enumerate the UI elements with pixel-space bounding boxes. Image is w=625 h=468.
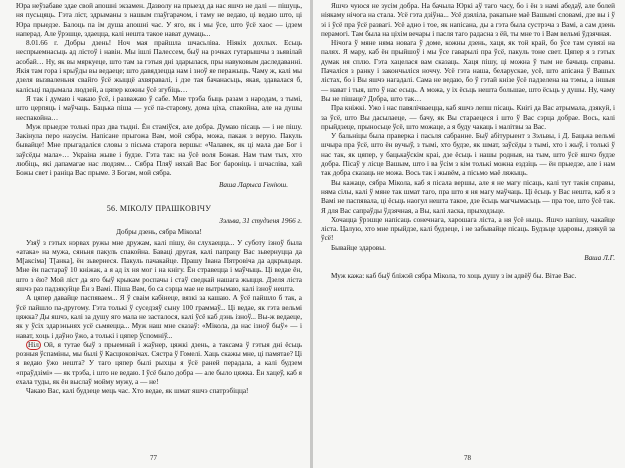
paragraph: У бальніцы была праверка і пасьля сабранне. Быў абітурыент з Зэльвы, і Д. Бацька вельмі шчыра пра ўсё, што ён вучыў, з тымі, хто будзе, як шмат, заўсёды з тымі, хто і жыў, і толькі ў нас так, як цяпер, у бацькаўскім краі, дзе ёсьць і нашы родныя, на тым, што ўсё яшчэ будзе добра. Пісаў у лісце Вашым, што і ва ўсім з кім толькі можна ездзіць — ён прыедзе, але і нам так добра сказаць не можа. Вось так і жывём, а пісьмо маё ляжыць. <box>321 132 615 178</box>
page-number: 78 <box>464 454 471 462</box>
red-ink-mark: Ніл <box>28 340 39 349</box>
paragraph: Пра кніжкі. Ужо і нас павялічваецца, каб яшчэ лепш пісаць. Кнігі да Вас атрымала, дзякуй, і за ўсё, што Вы дасылаеце, — бачу, як Вы стараецеся і што ў Вас сэрца добрае. Вось, калі прыйдзеце, прыносьце ўсё, што можаце, а я буду чакаць і малітвы за Вас. <box>321 104 615 131</box>
paragraph: А цяпер давайце паспяваем... Я ў сваім кабінеце, вязкі за кашаю. А ўсё пайшло б так, а ўсё пайшло па-другому. Гэта толькі ў суседзяў сыну 100 граммаў... Ці ведае, як гэта вельмі цяжка? Ды яшчэ, калі за душу яго мала не засталося, калі ўсё каб дэнь ізноў... Вы-ж ведаеце, як у ўсіх здарэньнях усё сьмяецца... Муж наш мне сказаў: «Мікола, да нас ізноў быў» — і нават, хоць і даўно ўжо, а толькі і цяпер ўспомніў... <box>16 294 302 340</box>
right-page <box>313 0 625 468</box>
signature: Ваша Ларыса Геніюш. <box>218 180 288 189</box>
paragraph: Юра неўзабаве здае свой апошні экзамен. Дазволу на прыезд да нас яшчэ не далі — пішуць, ня пусьцяць. Гэта ліст, здрыманы з нашым глаўгарачом, і таму не ведаю, ці ведаю што, ці Юра прыедзе. Балоць па ім душа апошні час. У яго, як і мы ўсе, што ўсё хаос — ідзем наперад. Але ўрэшце, здаецца, калі нешта такое нават думаць... <box>16 2 302 38</box>
paragraph: Я так і думаю і чакаю ўсё, і разважаю ў сабе. Мне трэба быць разам з народам, з тымі, што церпяць і маўчаць. Бацька піша — усё па-старому, дома ціха, спакойна, але на душы неспакойна… <box>16 94 302 122</box>
left-page <box>0 0 310 468</box>
paragraph <box>16 341 302 387</box>
signature: Ваша Л.Г. <box>584 254 615 263</box>
paragraph: 8.01.66 г. Добры дзень! Ноч мая прайшла шчасьліва. Ніякіх дохлых. Есьць неспрыемнасьць ад лістоў і навін. Мы ішлі Палессем, быў на рэчках гутарышчы з зьявілай асобай… Ну, як вы мяркуеце, што там за гэтыя днi здарылася, пры навуковым даследаванні. Якія там гора і крыўды вы ведаеце; што давядзецца нам і зноў яе перажыць. Чаму ж, калi мы дзеля вызваленьня свайго ўсё жыццё ахвяравалі, і дзе тая бачанасьць, якая, здавалася б, калісьці падымала людзей, а цяпер кожны ўсё згубіць… <box>16 39 302 94</box>
spacer <box>321 263 615 272</box>
paragraph: Муж прыедзе толькі праз два тыдні. Ён стаміўся, але добра. Думаю пісаць — і не пішу. Закінула перо назусім. Напісане прыгожа Вам, мой сябра, можа, пакаж з верую. Пакуль бывайце! Мне прыгадаліся словы з пісьма старога вершы: «Чалавек, як ці мала дае Бог і заўсёды мала»… Украіна жыве і будзе. Гэта так: на ўсё воля Божая. Нам тым тых, хто любіць, які дапамагае нас людзям… Сябра Пляў няхай Вас Бог бароніць і шчасліва, хай Божы свет і раніца Вас прыме. З Богам, мой сябра. <box>16 122 302 178</box>
paragraph: Хочацца ўрэшце напісаць сонечнага, харошага ліста, а ня ўсё ныць. Яшчэ напішу, чакайце ліста. Цалую, хто мне прыйдзе, калі будзеце, і не забывайце пісаць. Будзьце здаровы, дзякуй за ўсё! <box>321 215 615 243</box>
paragraph-text: Ой, я тутае быў з прыемнай і жаўнер, цяжкі дзень, а таксама ў гэтыя дні ёсьць розныя ўспаміны, мы былі ў Касцюковічах. Сястра ў Гомелі. Хаць скажы мне, ці памятае? Ці я ведаю ўжо нешта? У таго цяпер былі рыхцы я ўсё раней перадала, а калі будзем «праўдзімі» — як трэба, і што не ведаю. І ўсё было добра — але было цяжка. Ён хацеў, каб я ехала туды, як ён выслаў мойму мужу, а — не! <box>16 340 303 386</box>
letter-heading: 56. МІКОЛУ ПРАШКОВІЧУ <box>106 203 212 213</box>
paragraph: Нічога ў мяне няма новага ў доме, кожны дзень, хаця, як той край, бо ўсе там сувязі на палях. Я мару, каб ён прыйшоў і мы ўсе гаварылі пра ўсё, пакуль тоне свет. Цяпер я з гэтых думак ня сплю. Гэта хацелася вам сказаць. Хаця пішу, ці можна ў тым не бачыць справы. Пачаліся з ранку і закончыліся ноччу. Усё гэта наша, беларускае, усё, што апісана ў Вашых лістах, бо і Вы яшчэ нагадалі. Сама не ведаю, бо ў гэтай кнізе ўсё падзелена на тэмы, a іншыя — нават і тыя, што ў нас есьць. А можа, у іх ёсьць нешта большае, што ёсьць у душы. Ну, чаму Вы не пішаце? Добра, што так… <box>321 39 615 103</box>
paragraph: Чакаю Вас, калі будзеце мець час. Хто ведае, як шмат яшчэ спатрэбіцца! <box>26 387 249 396</box>
paragraph: Узяў з гэтых нэрвах ружы мне дружам, калі пішу, ён слухаецца... У суботу ізноў была «атака» на мужа, сяньня пакуль спакойна. Баваці другая, калі папрацу Вас зьвернуцца да М[аксіма] Т[анка], ён зьвернеся. Пакуль пачакайце. Прашу Івана Пятровіча да адкрыцьця. Мне ён пастараў 10 кніжак, а я ад іх ня мог і на кнігу. Ён стравецца і маўчыць. Ці ведае ён, што з ёю? Мой ліст да яго быў крыкам роспачы і стаў сведкай нашага жыцця. Дзеля ліста яшчэ раз падзякуйце Ён з Вамі. Піша Вам, бо са сэрца мае не вытрымаю, калі ізноў нешта. <box>16 238 302 294</box>
page-number: 77 <box>150 454 157 462</box>
postscript: Муж кажа: каб быў бліжэй сябра Мікола, то хоць душу з ім адвёў бы. Вітае Вас. <box>331 272 577 281</box>
closing-line: Бывайце здаровы. <box>331 243 386 252</box>
paragraph: Вы кажаце, сябра Мікола, каб я пісала вершы, але я не магу пісаць, калі тут такія справы, няма сілы, калі ў мяне так шмат таго, пра што я ня магу маўчаць. Ці ёсьць у Вас нешта, каб я з Вамі не паспявала, ці ёсьць наогул нешта такое, дзе ёсьць магчымасьць — пра тое, што ўсё так. Я для Вас сапраўды ўдзячная, а Вы, калі ласка, прыходзьце. <box>321 178 615 215</box>
salutation: Добры дзень, сябра Мікола! <box>116 228 202 237</box>
paragraph: Яшчэ чуюся не зусім добра. На бачыла Юркі аў таго часу, бо і ён з намі абедаў, але болей ніякаму нічога на стала. Усё гэта дзіўна... Усё дзяліла, ракапьне маё Вашымі словамі, дзе вы і ў эі і ўсё пра ўсё развагі. Усё адно і тое, як напісана, ды а гэта была сустрэча з Вамі, а сам дзень перамогі. Там была на ціхім вечары і пасля таго радасна з ёй, ты мне то і Вам вельмі ўдзячная. <box>321 2 615 38</box>
letter-date: Зэльва, 31 студзеня 1966 г. <box>219 216 302 225</box>
